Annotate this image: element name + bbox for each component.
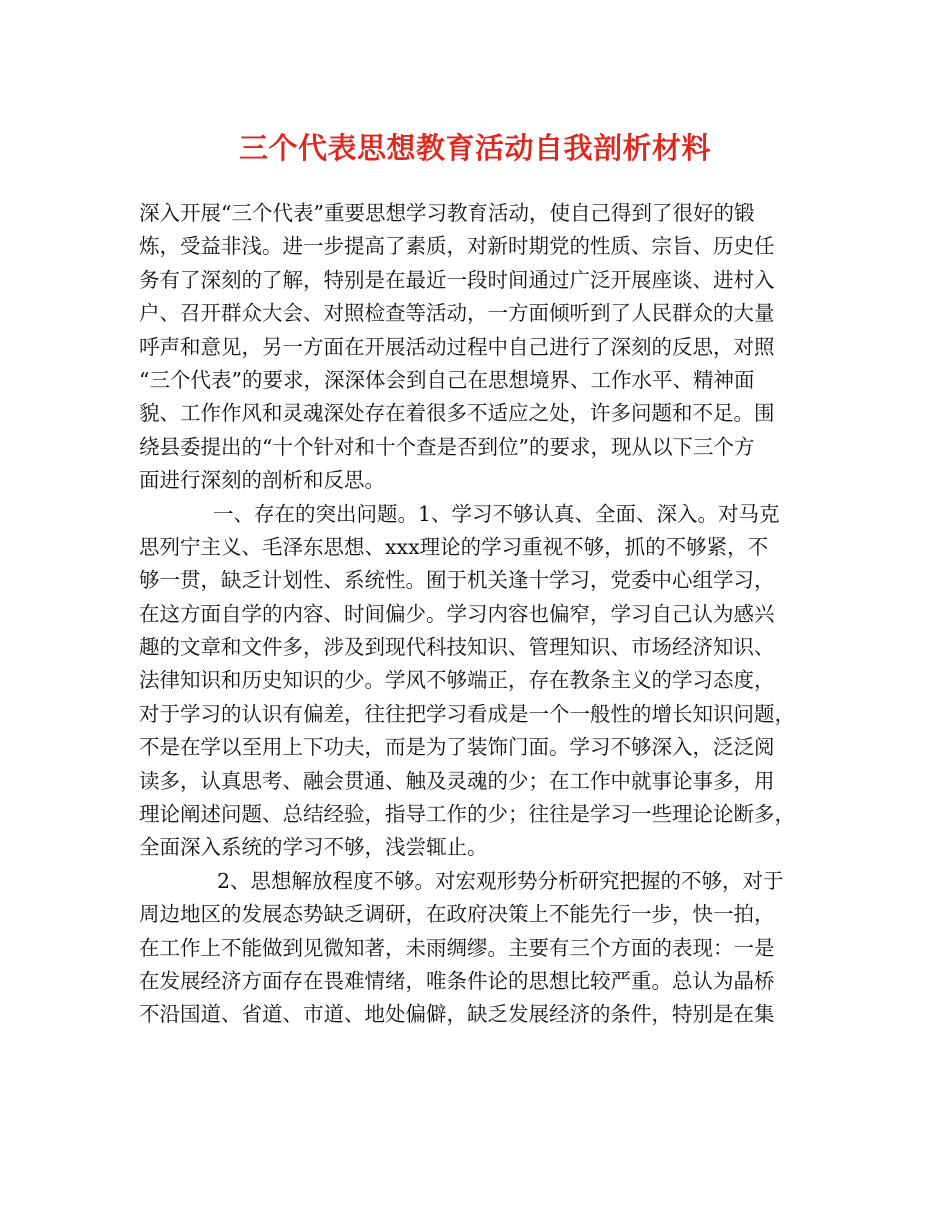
text-line: 够一贯，缺乏计划性、系统性。囿于机关逢十学习，党委中心组学习， bbox=[139, 568, 775, 593]
text-line: 面进行深刻的剖析和反思。 bbox=[139, 468, 385, 493]
text-line: 炼，受益非浅。进一步提高了素质，对新时期党的性质、宗旨、历史任 bbox=[139, 234, 775, 259]
text-line: 全面深入系统的学习不够，浅尝辄止。 bbox=[139, 835, 488, 860]
text-line: 趣的文章和文件多，涉及到现代科技知识、管理知识、市场经济知识、 bbox=[139, 635, 775, 660]
text-line: 呼声和意见，另一方面在开展活动过程中自己进行了深刻的反思，对照 bbox=[139, 334, 775, 359]
text-line-indented: 一、存在的突出问题。1、学习不够认真、全面、深入。对马克 bbox=[213, 501, 780, 526]
text-line: 周边地区的发展态势缺乏调研，在政府决策上不能先行一步，快一拍， bbox=[139, 902, 775, 927]
text-line: 对于学习的认识有偏差，往往把学习看成是一个一般性的增长知识问题， bbox=[139, 701, 795, 726]
text-line: 不是在学以至用上下功夫，而是为了装饰门面。学习不够深入，泛泛阅 bbox=[139, 735, 775, 760]
document-title: 三个代表思想教育活动自我剖析材料 bbox=[238, 131, 711, 165]
text-line: 深入开展“三个代表”重要思想学习教育活动，使自己得到了很好的锻 bbox=[139, 201, 755, 225]
text-line-indented: 2、思想解放程度不够。对宏观形势分析研究把握的不够，对于 bbox=[217, 868, 784, 893]
text-line: 理论阐述问题、总结经验，指导工作的少；往往是学习一些理论论断多， bbox=[139, 802, 795, 827]
text-line: 读多，认真思考、融会贯通、触及灵魂的少；在工作中就事论事多，用 bbox=[139, 768, 775, 793]
text-line: 不沿国道、省道、市道、地处偏僻，缺乏发展经济的条件，特别是在集 bbox=[139, 1002, 775, 1027]
text-line: “三个代表”的要求，深深体会到自己在思想境界、工作水平、精神面 bbox=[139, 367, 755, 392]
text-line: 在发展经济方面存在畏难情绪，唯条件论的思想比较严重。总认为晶桥 bbox=[139, 968, 775, 993]
text-line: 务有了深刻的了解，特别是在最近一段时间通过广泛开展座谈、进村入 bbox=[139, 267, 775, 292]
text-line: 户、召开群众大会、对照检查等活动，一方面倾听到了人民群众的大量 bbox=[139, 301, 775, 326]
text-line: 在这方面自学的内容、时间偏少。学习内容也偏窄，学习自己认为感兴 bbox=[139, 601, 775, 626]
document-body bbox=[139, 197, 823, 1032]
text-line: 在工作上不能做到见微知著，未雨绸缪。主要有三个方面的表现：一是 bbox=[139, 935, 775, 960]
text-line: 法律知识和历史知识的少。学风不够端正，存在教条主义的学习态度， bbox=[139, 668, 775, 693]
text-line: 貌、工作作风和灵魂深处存在着很多不适应之处，许多问题和不足。围 bbox=[139, 401, 775, 426]
text-line: 绕县委提出的“十个针对和十个查是否到位”的要求，现从以下三个方 bbox=[139, 434, 755, 459]
text-line: 思列宁主义、毛泽东思想、xxx理论的学习重视不够，抓的不够紧，不 bbox=[139, 534, 769, 559]
